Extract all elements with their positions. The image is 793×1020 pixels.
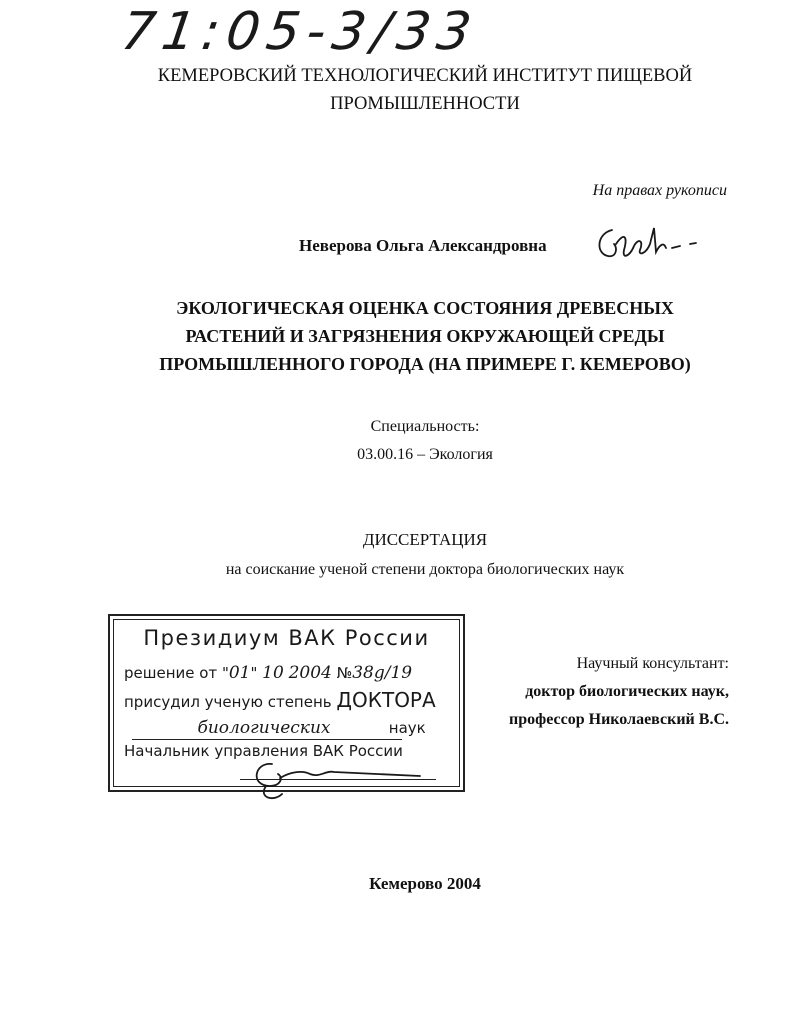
stamp-title: Президиум ВАК России [143, 626, 430, 650]
stamp-signature [230, 756, 440, 804]
consultant-degree: доктор биологических наук, [525, 683, 729, 700]
vak-stamp [108, 614, 465, 792]
stamp-decision-year: 2004 [288, 663, 332, 683]
stamp-awarded-line [124, 688, 436, 712]
institution-line-1: КЕМЕРОВСКИЙ ТЕХНОЛОГИЧЕСКИЙ ИНСТИТУТ ПИЩЕВОЙ [157, 66, 693, 86]
title-line-1: ЭКОЛОГИЧЕСКАЯ ОЦЕНКА СОСТОЯНИЯ ДРЕВЕСНЫХ [176, 298, 674, 318]
institution-name [0, 62, 793, 118]
rights-note: На правах рукописи [592, 182, 727, 199]
stamp-decision-line: решение от "01" 10 2004 №38g/19 [124, 663, 413, 683]
stamp-science-line [144, 718, 426, 738]
stamp-decision-day: 01 [228, 663, 251, 683]
author-name: Неверова Ольга Александровна [299, 236, 547, 255]
handwritten-code: 71:05-3/33 [117, 2, 482, 62]
stamp-decision-month: 10 [262, 663, 284, 683]
dissertation-heading: ДИССЕРТАЦИЯ [362, 530, 488, 549]
stamp-science-suffix: наук [388, 719, 426, 737]
stamp-decision-prefix: решение от [124, 664, 218, 682]
specialty [0, 413, 793, 469]
scientific-consultant [429, 650, 729, 734]
stamp-official: Начальник управления ВАК России [124, 742, 403, 760]
specialty-label: Специальность: [370, 418, 480, 435]
title-line-2: РАСТЕНИЙ И ЗАГРЯЗНЕНИЯ ОКРУЖАЮЩЕЙ СРЕДЫ [185, 326, 665, 346]
specialty-value: 03.00.16 – Экология [357, 446, 493, 463]
institution-line-2: ПРОМЫШЛЕННОСТИ [330, 94, 520, 114]
stamp-science-underline [132, 739, 402, 740]
stamp-decision-no: 38g/19 [352, 663, 413, 683]
consultant-label: Научный консультант: [576, 655, 729, 672]
stamp-science-hand: биологических [197, 718, 331, 738]
title-line-3: ПРОМЫШЛЕННОГО ГОРОДА (НА ПРИМЕРЕ Г. КЕМЕРОВО) [159, 354, 691, 374]
consultant-name: профессор Николаевский В.С. [509, 711, 729, 728]
degree-line: на соискание ученой степени доктора биологических наук [225, 561, 625, 578]
city-year: Кемерово 2004 [369, 874, 481, 893]
stamp-awarded-prefix: присудил ученую степень [124, 693, 332, 711]
stamp-decision-no-label: № [336, 664, 353, 682]
stamp-signature-underline [240, 779, 436, 780]
stamp-awarded-degree: ДОКТОРА [336, 688, 436, 712]
author-signature [594, 222, 704, 272]
dissertation-title [0, 294, 793, 378]
